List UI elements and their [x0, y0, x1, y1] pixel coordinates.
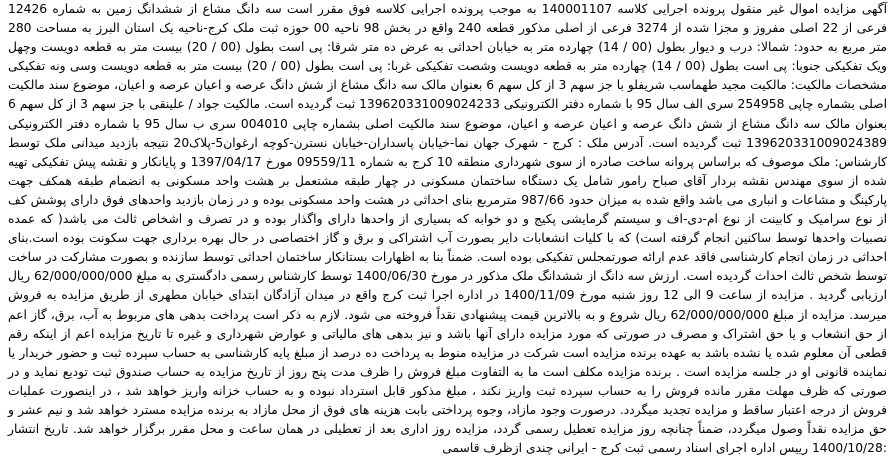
auction-notice-text — [8, 0, 887, 458]
notice-signature: رییس اداره اجرای اسناد رسمی ثبت کرج - ایرانی چندی ازظرف قاسمی — [442, 441, 809, 456]
notice-body: آگهی مزایده اموال غیر منقول پرونده اجرایی کلاسه 140001107 به موجب پرونده اجرایی کلاسه فوق مقرر است سه دانگ مشاع از ششدانگ زمین به شماره 12426 فرعی از 22 اصلی مفروز و مجزا شده از 3274 فرعی از اصلی مذکور قطعه 240 واقع در بخش 98 ناحیه 00 حوزه ثبت ملک کرج-ناحیه یک استان البرز به مساحت 280 متر مربع به حدود: شمالا: درب و دیوار بطول (00 / 14) چهارده متر به خیابان احداثی به عرض ده متر شرقا: پی است بطول (00 / 20) بیست متر به قطعه دویست وچهل ویک تفکیکی جنوبا: پی است بطول (00 / 14) چهارده متر به قطعه دویست وشصت تفکیکی غربا: پی است بطول (00 / 20) بیست متر به قطعه دویست وسی ونه تفکیکی مشخصات مالکیت: مالکیت مجید طهماسب شریفلو با جز سهم 3 از کل سهم 6 بعنوان مالک سه دانگ مشاع از شش دانگ عرصه و اعیان عرصه و اعیان، موضوع سند مالکیت اصلی بشماره چاپی 254958 سری الف سال 95 با شماره دفتر الکترونیکی 139620331009024233 ثبت گردیده است. مالکیت جواد / علینقی با جز سهم 3 از کل سهم 6 بعنوان مالک سه دانگ مشاع از شش دانگ عرصه و اعیان عرصه و اعیان، موضوع سند مالکیت اصلی بشماره چاپی 004010 سری ب سال 95 با شماره دفتر الکترونیکی 139620331009024389 ثبت گردیده است. آدرس ملک : کرج - شهرک جهان نما-خیابان پاسداران-خیابان نسترن-کوچه ارغوان5-پلاک20 نتیجه بازدید میدانی ملک توسط کارشناس: ملک موصوف که براساس پروانه ساخت صادره از سوی شهرداری منطقه 10 کرج به شماره 09559/11 مورخ 1397/04/17 و پایانکار و نقشه پیش تفکیکی تهیه شده از سوی مهندس نقشه بردار آقای صباح رامور شامل یک دستگاه ساختمان مسکونی در چهار طبقه مشتعمل بر هشت واحد مسکونی به انضمام طبقه همکف جهت پارکینگ و مشاعات و انباری می باشد واقع شده به میزان حدود 987/66 مترمربع بنای احداثی در هشت واحد مسکونی بوده و در زمان بازدید واحدهای فوق دارای پوشش کف از نوع سرامیک و کابینت از نوع ام-دی-اف و سیستم گرمایشی پکیج و دو خوابه که بسیاری از واحدها دارای واگذار بوده و در تصرف و اشخاص ثالث می باشد( که عمده نصبیات واحدها توسط ساکنین انجام گرفته است) که با کلیات انشعابات دایر بصورت آب اشتراکی و برق و گاز اختصاصی در حال بهره برداری جهت سکونت بوده است.بنای احداثی در زمان انجام کارشناسی فاقد عدم ارائه صورتمجلس تفکیکی بوده است. ضمناً بنا به اظهارات بستانکار ساختمان احداثی توسط سازنده و بصورت مشارکت در ساخت توسط شخص ثالث احداث گردیده است. ارزش سه دانگ از ششدانگ ملک مذکور در مورخ 1400/06/30 توسط کارشناس رسمی دادگستری به مبلغ 62/000/000/000 ریال ارزیابی گردید . مزایده از ساعت 9 الی 12 روز شنبه مورخ 1400/11/09 در اداره اجرا ثبت کرج واقع در میدان آزادگان ابتدای خیابان مطهری از طریق مزایده به فروش میرسد. مزایده از مبلغ 62/000/000/000 ریال شروع و به بالاترین قیمت پیشنهادی نقداً فروخته می شود. لازم به ذکر است پرداخت بدهی های مربوط به آب، برق، گاز اعم از حق انشعاب و یا حق اشتراک و مصرف در صورتی که مورد مزایده دارای آنها باشد و نیز بدهی های مالیاتی و عوارض شهرداری و غیره تا تاریخ مزایده اعم از اینکه رقم قطعی آن معلوم شده یا نشده باشد به عهده برنده مزایده است شرکت در مزایده منوط به پرداخت ده درصد از مبلغ پایه کارشناسی به حساب سپرده ثبت و حضور خریدار یا نماینده قانونی او در جلسه مزایده است . برنده مزایده مکلف است ما به التفاوت مبلغ فروش را ظرف مدت پنج روز از تاریخ مزایده به حساب صندوق ثبت تودیع نماید و در صورتی که ظرف مهلت مقرر مانده فروش را به حساب سپرده ثبت واریز نکند ، مبلغ مذکور قابل استرداد نبوده و به حساب خزانه واریز خواهد شد ، در اینصورت عملیات فروش از درجه اعتبار ساقط و مزایده تجدید میگردد. درصورت وجود مازاد، وجوه پرداختی بابت هزینه های فوق از محل مازاد به برنده مزایده مسترد خواهد شد و نیم عشر و حق مزایده نقداً وصول میگردد، ضمناً چنانچه روز مزایده تعطیل رسمی گردد، مزایده روز اداری بعد از تعطیلی در همان ساعت و محل مقرر برگزار خواهد شد. تاریخ انتشار :1400/10/28 — [8, 2, 888, 456]
